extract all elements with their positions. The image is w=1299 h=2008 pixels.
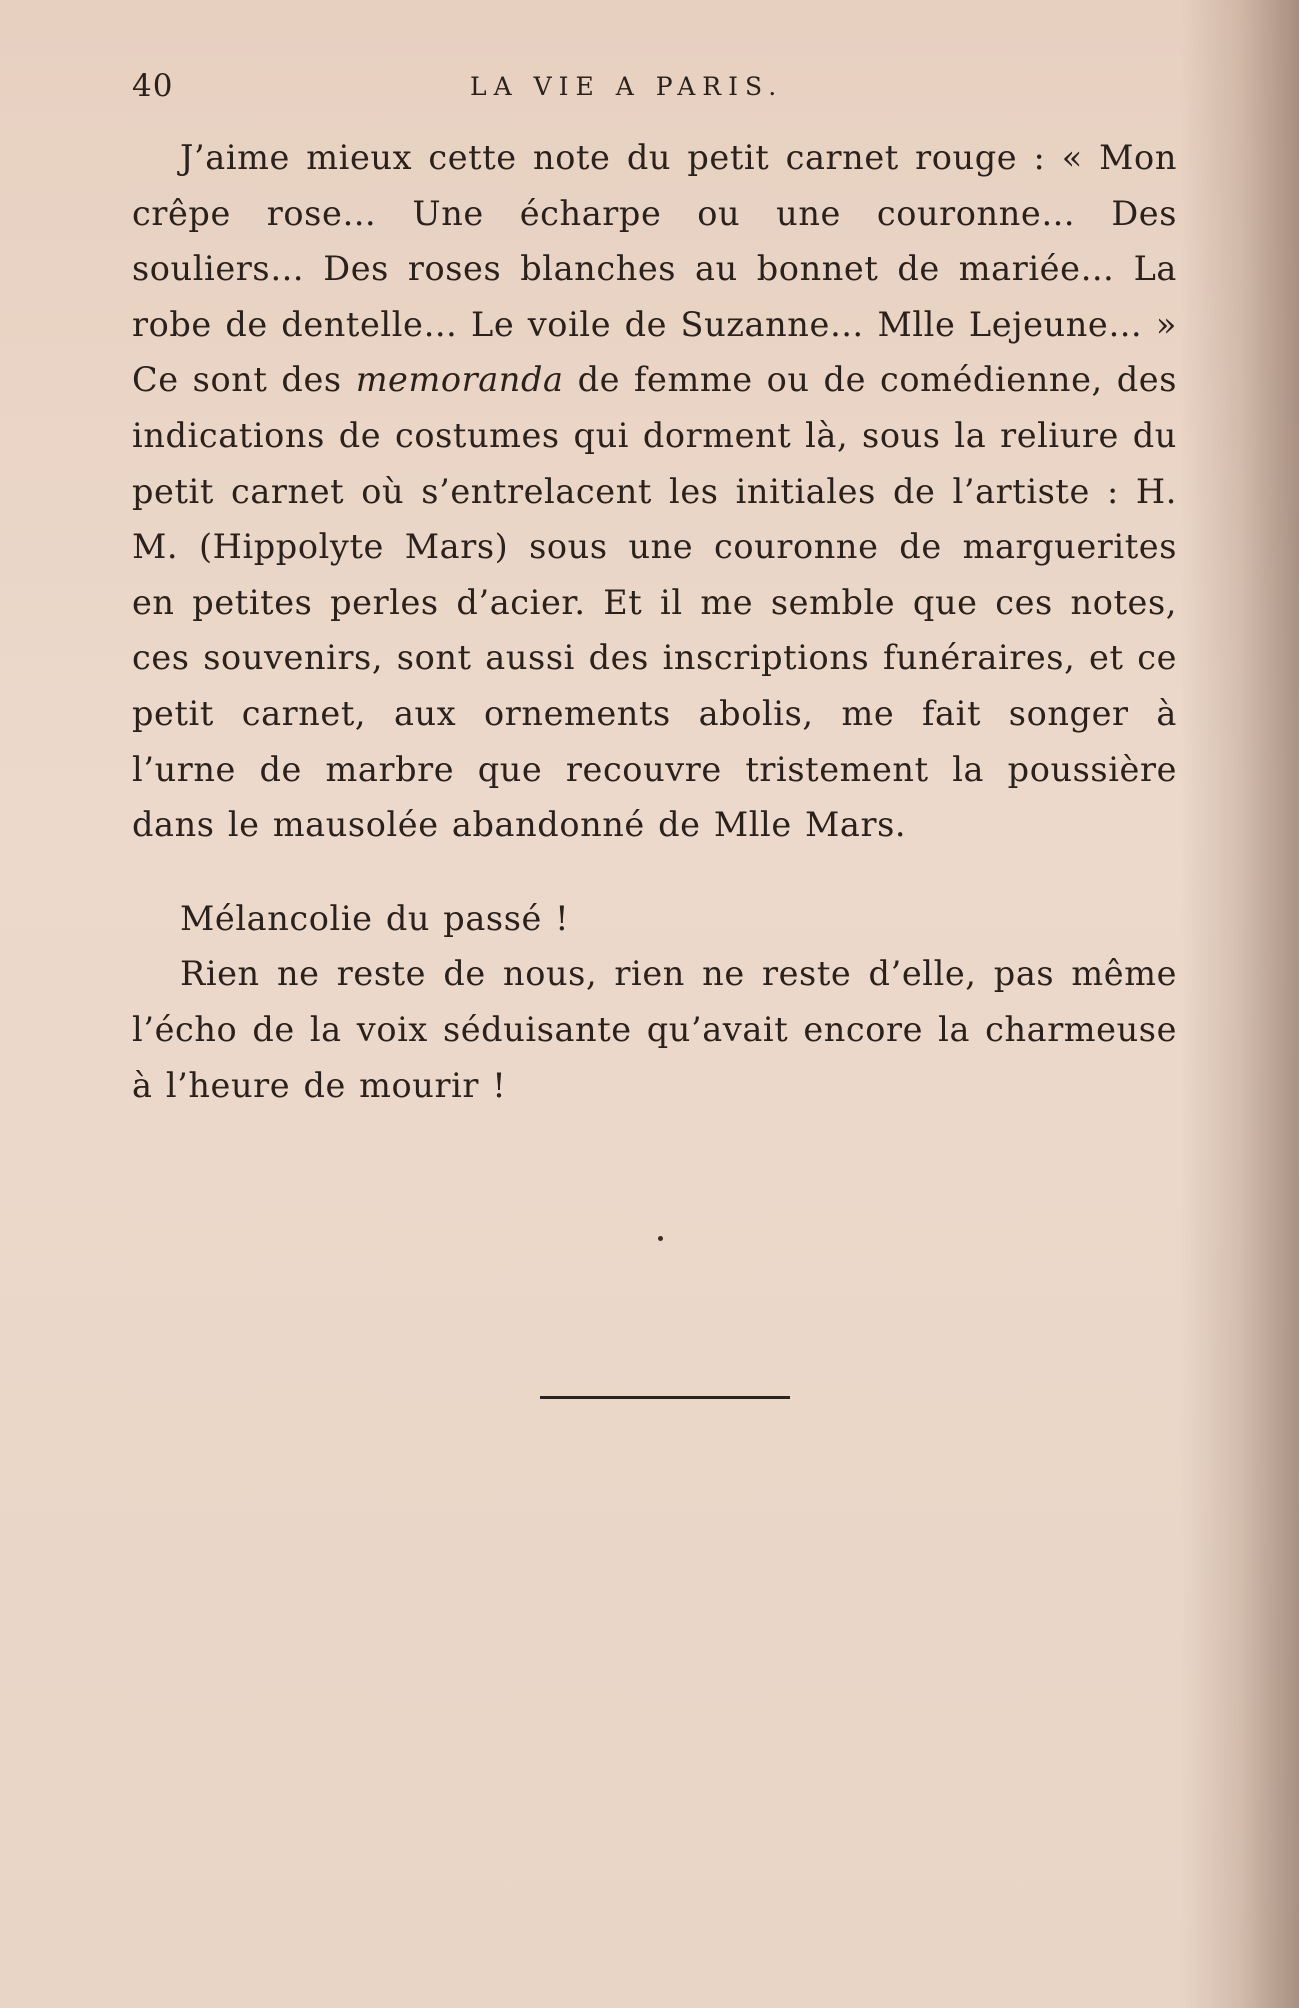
running-title: LA VIE A PARIS. (470, 72, 784, 101)
body-text (132, 130, 1177, 1113)
page-number: 40 (132, 68, 174, 104)
paragraph-1-text-a: J’aime mieux cette note du petit carnet rouge : « Mon crêpe rose… Une écharpe ou une couronne… Des souliers… Des roses blanches au bonnet de mariée… La robe de dentelle… Le voile de Suzanne… Mlle Lejeune… » Ce sont des (132, 138, 1177, 400)
running-head (132, 68, 1172, 108)
paragraph-1-text-b: de femme ou de comédienne, des indications de costumes qui dorment là, sous la reliure du petit carnet où s’entrelacent les initiales de l’artiste : H. M. (Hippolyte Mars) sous une couronne de marguerites en petites perles d’acier. Et il me semble que ces notes, ces souvenirs, sont aussi des inscriptions funéraires, et ce petit carnet, aux ornements abolis, me fait songer à l’urne de marbre que recouvre tristement la poussière dans le mausolée abandonné de Mlle Mars. (132, 360, 1177, 845)
italic-word: memoranda (355, 360, 564, 400)
paragraph-3: Rien ne reste de nous, rien ne reste d’elle, pas même l’écho de la voix séduisante qu’avait encore la charmeuse à l’heure de mourir ! (132, 954, 1177, 1105)
section-end-rule (540, 1396, 790, 1399)
ink-speck (658, 1236, 663, 1241)
paragraph-2: Mélancolie du passé ! (180, 898, 570, 938)
paragraph-gap (132, 853, 1177, 891)
paragraph-1 (132, 130, 1177, 853)
